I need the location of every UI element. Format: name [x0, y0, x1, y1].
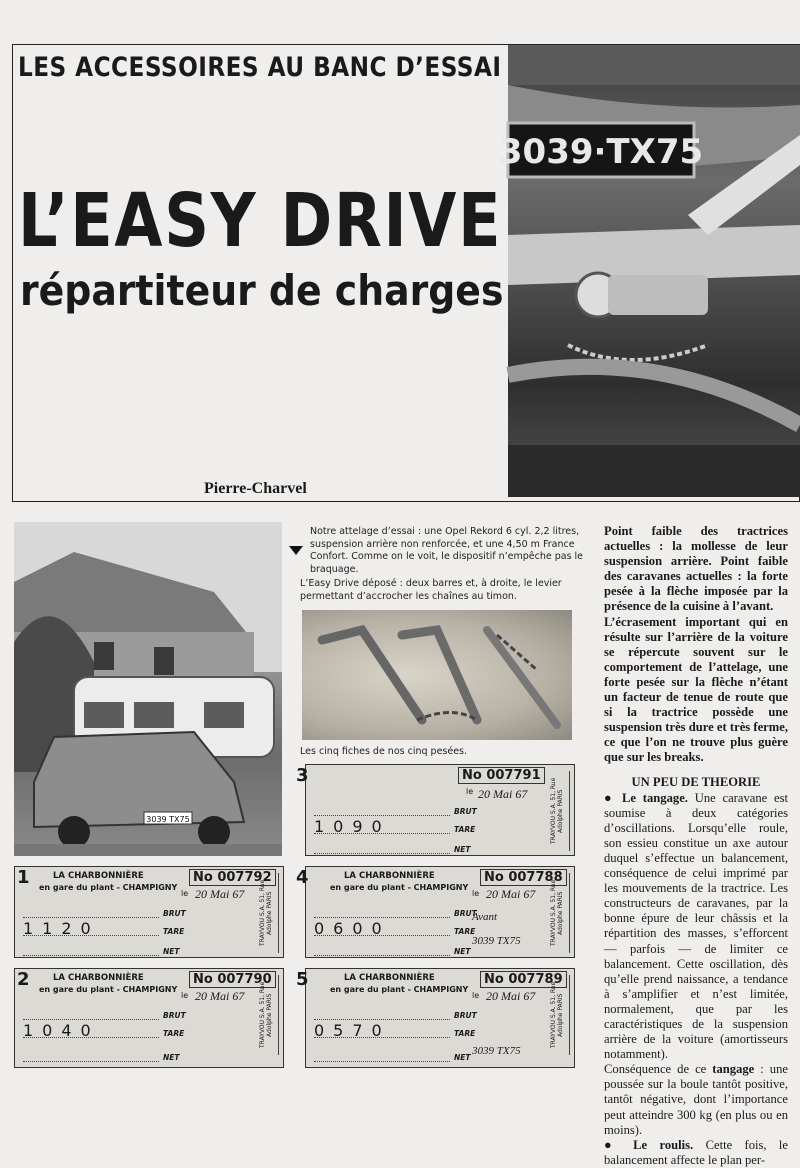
author: Pierre-Charvel: [204, 480, 307, 497]
weigh-ticket: [296, 866, 575, 958]
article-paragraph: L’écrasement important qui en résulte sur l’arrière de la voiture se répercute souvent sur le comportement de l’attelage, une forte pesée sur la flèche n’étant un facteur de tenue de route que si la tractrice possède une suspension très dure et très ferme, ce que l’on ne trouve plus guère que sur les breaks.: [604, 614, 788, 765]
ticket-index: 1: [17, 867, 30, 888]
ticket-date: 20 Mai 67: [486, 887, 536, 901]
weigh-ticket: [14, 968, 284, 1068]
ticket-le-label: le: [472, 991, 480, 1000]
consequence-text-c: : une poussée sur la boule tantôt positive, tantôt négative, dont l’importance peut atteindre 300 kg (en plus ou en moins).: [604, 1062, 788, 1137]
ticket-side-print: TRAYVOU S.A. 51, Rue Adolphe PARIS: [550, 873, 570, 953]
brut-label: BRUT: [454, 807, 477, 816]
tare-label: TARE: [163, 1029, 185, 1038]
ticket-line: [314, 917, 450, 918]
ticket-date: 20 Mai 67: [486, 989, 536, 1003]
ticket-line: [314, 815, 450, 816]
weigh-ticket: [296, 764, 575, 856]
ticket-line: [23, 1061, 159, 1062]
roulis-label: Le roulis.: [633, 1137, 694, 1152]
consequence-text-a: Conséquence de ce: [604, 1062, 713, 1077]
ticket-line: [314, 853, 450, 854]
ticket-weight: 1120: [23, 919, 100, 938]
caption-easy-drive: L’Easy Drive déposé : deux barres et, à droite, le levier permettant d’accrocher les chaînes au timon.: [300, 578, 562, 602]
ticket-line: [314, 955, 450, 956]
tare-label: TARE: [163, 927, 185, 936]
ticket-company: LA CHARBONNIÈRE: [53, 871, 144, 881]
net-label: NET: [163, 947, 180, 956]
ticket-gare: en gare du plant - CHAMPIGNY: [39, 985, 178, 994]
supertitle: LES ACCESSOIRES AU BANC D’ESSAI: [18, 52, 502, 83]
ticket-le-label: le: [181, 991, 189, 1000]
ticket-line: [23, 1019, 159, 1020]
ticket-side-print: TRAYVOU S.A. 51, Rue Adolphe PARIS: [550, 771, 570, 851]
ticket-line: [23, 955, 159, 956]
caravan-photo: [14, 522, 282, 856]
ticket-le-label: le: [181, 889, 189, 898]
article-intro: Point faible des tractrices actuelles : la mollesse de leur suspension arrière. Point faible des caravanes actuelles : la forte pesée à la flèche imposée par la présence de la cuisine à l’avant.: [604, 524, 788, 614]
tangage-text: Une caravane est soumise à deux catégories d’oscillations. Lorsqu’elle roule, son essieu constitue un axe autour duquel s’effectue un balancement, conséquence de celui imprimé par les mouvements de la tractrice. Les constructeurs de caravanes, par la bonne épure de leur châssis et la répartition des masses, s’efforcent — parfois — de limiter ce balancement. Cette oscillation, dès qu’elle prend naissance, a tendance à s’amplifier et n’est limitée, normalement, que par les caractéristiques de la suspension arrière de la voiture (amortisseurs notamment).: [604, 790, 788, 1062]
ticket-line: [23, 935, 159, 936]
ticket-note-plate: 3039 TX75: [472, 935, 521, 947]
hitch-plate: 3039·TX75: [498, 132, 704, 172]
brut-label: BRUT: [454, 909, 477, 918]
tare-label: TARE: [454, 927, 476, 936]
net-label: NET: [454, 1053, 471, 1062]
ticket-line: [23, 1037, 159, 1038]
ticket-number: No 007788: [480, 869, 567, 886]
brut-label: BRUT: [454, 1011, 477, 1020]
bullet-icon: ●: [604, 790, 623, 805]
easy-drive-photo: [302, 610, 572, 740]
ticket-side-print: TRAYVOU S.A. 51, Rue Adolphe PARIS: [259, 873, 279, 953]
ticket-index: 2: [17, 969, 30, 990]
car-plate: 3039 TX75: [146, 815, 190, 824]
tangage-label: Le tangage.: [622, 790, 688, 805]
consequence-term: tangage: [712, 1062, 755, 1077]
ticket-date: 20 Mai 67: [478, 787, 528, 801]
weigh-ticket: [296, 968, 575, 1068]
tare-label: TARE: [454, 825, 476, 834]
ticket-index: 4: [296, 867, 309, 888]
ticket-index: 5: [296, 969, 309, 990]
tare-label: TARE: [454, 1029, 476, 1038]
caption-fiches: Les cinq fiches de nos cinq pesées.: [300, 746, 468, 757]
roulis-paragraph: [604, 1138, 788, 1168]
ticket-side-print: TRAYVOU S.A. 51, Rue Adolphe PARIS: [550, 975, 570, 1055]
weigh-ticket: [14, 866, 284, 958]
ticket-company: LA CHARBONNIÈRE: [344, 871, 435, 881]
ticket-number: No 007790: [189, 971, 276, 988]
ticket-company: LA CHARBONNIÈRE: [344, 973, 435, 983]
ticket-date: 20 Mai 67: [195, 989, 245, 1003]
caption-attelage: Notre attelage d’essai : une Opel Rekord 6 cyl. 2,2 litres, suspension arrière non renforcée, et une 4,50 m France Confort. Comme on le voit, le dispositif n’empêche pas le braquage.: [310, 526, 584, 575]
ticket-date: 20 Mai 67: [195, 887, 245, 901]
net-label: NET: [454, 845, 471, 854]
article-title: L’EASY DRIVE: [18, 178, 503, 264]
ticket-number: No 007791: [458, 767, 545, 784]
ticket-note-plate: 3039 TX75: [472, 1045, 521, 1057]
ticket-line: [314, 935, 450, 936]
hitch-photo: [498, 45, 800, 497]
article-column: [604, 524, 788, 1168]
ticket-note-avant: Avant: [472, 911, 498, 923]
ticket-gare: en gare du plant - CHAMPIGNY: [39, 883, 178, 892]
ticket-side-print: TRAYVOU S.A. 51, Rue Adolphe PARIS: [259, 975, 279, 1055]
ticket-line: [314, 1037, 450, 1038]
net-label: NET: [454, 947, 471, 956]
brut-label: BRUT: [163, 909, 186, 918]
tangage-paragraph: [604, 791, 788, 1063]
ticket-line: [314, 1061, 450, 1062]
article-subtitle: répartiteur de charges: [20, 266, 504, 315]
ticket-gare: en gare du plant - CHAMPIGNY: [330, 985, 469, 994]
caption-arrow-icon: [289, 546, 303, 555]
ticket-company: LA CHARBONNIÈRE: [53, 973, 144, 983]
net-label: NET: [163, 1053, 180, 1062]
ticket-gare: en gare du plant - CHAMPIGNY: [330, 883, 469, 892]
ticket-index: 3: [296, 765, 309, 786]
ticket-line: [314, 1019, 450, 1020]
ticket-line: [314, 833, 450, 834]
ticket-weight: 1090: [314, 817, 391, 836]
roulis-text: Cette fois, le balancement affecte le plan per-: [604, 1137, 788, 1167]
ticket-le-label: le: [466, 787, 474, 796]
ticket-line: [23, 917, 159, 918]
bullet-icon: ●: [604, 1137, 634, 1152]
ticket-le-label: le: [472, 889, 480, 898]
brut-label: BRUT: [163, 1011, 186, 1020]
ticket-weight: 0600: [314, 919, 391, 938]
section-heading: UN PEU DE THEORIE: [631, 774, 761, 789]
ticket-number: No 007792: [189, 869, 276, 886]
ticket-weight: 1040: [23, 1021, 100, 1040]
ticket-number: No 007789: [480, 971, 567, 988]
ticket-weight: 0570: [314, 1021, 391, 1040]
consequence-paragraph: [604, 1062, 788, 1137]
